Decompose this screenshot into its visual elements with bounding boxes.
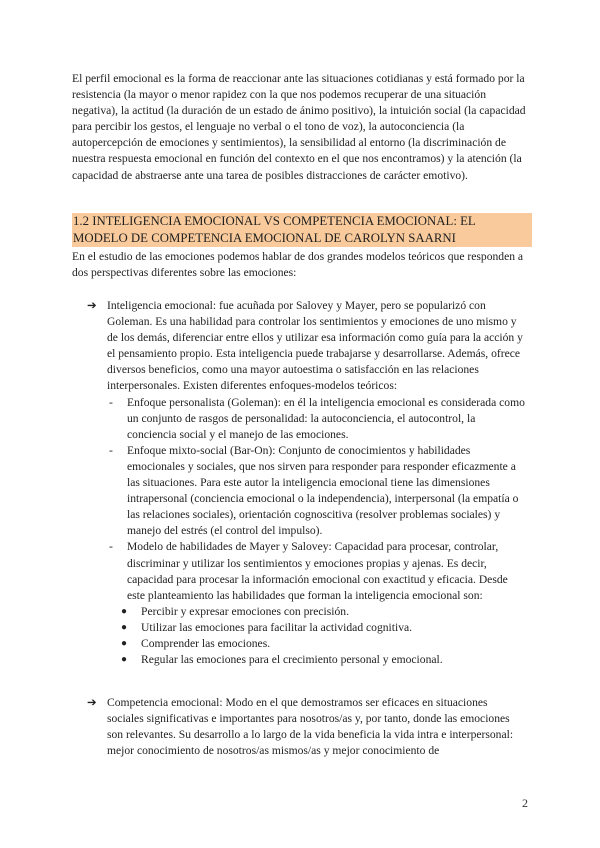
approach-item — [87, 395, 527, 443]
approach-item — [87, 443, 527, 540]
list-item-text: Competencia emocional: Modo en el que demostramos ser eficaces en situaciones sociales significativas e importantes para nosotros/as y, por tanto, donde las emociones son relevantes. Su desarrollo a lo largo de la vida beneficia la vida intra e interpersonal: mejor conocimiento de nosotros/as mismos/as y mejor conocimiento de — [107, 696, 514, 758]
skill-item — [87, 636, 527, 652]
approach-item — [87, 539, 527, 603]
skill-text: Regular las emociones para el crecimiento personal y emocional. — [141, 653, 443, 667]
approach-text: Enfoque mixto-social (Bar-On): Conjunto de conocimientos y habilidades emocionales y sociales, que nos sirven para responder para responder eficazmente a las situaciones. Para este autor la inteligencia emocional tiene las dimensiones intrapersonal (conciencia emocional o la independencia), interpersonal (la empatía o las relaciones sociales), orientación cognoscitiva (resolver problemas sociales) y manejo del estrés (el control del impulso). — [127, 443, 519, 538]
list-item-inteligencia-emocional — [87, 298, 527, 668]
round-bullet-icon: ● — [121, 637, 128, 649]
dash-bullet-icon: - — [109, 395, 113, 409]
approach-text: Enfoque personalista (Goleman): en él la inteligencia emocional es considerada como un conjunto de rasgos de personalidad: la autoconciencia, el autocontrol, la conciencia social y el manejo de las emociones. — [127, 395, 525, 441]
round-bullet-icon: ● — [121, 621, 128, 633]
arrow-list-item — [87, 298, 527, 395]
round-bullet-icon: ● — [121, 654, 128, 666]
skill-text: Utilizar las emociones para facilitar la actividad cognitiva. — [141, 620, 413, 634]
approach-text: Modelo de habilidades de Mayer y Salovey: Capacidad para procesar, controlar, discriminar y utilizar los sentimientos y emociones propias y ajenas. Es decir, capacidad para procesar la información emocional con exactitud y eficacia. Desde este planteamiento las habilidades que forman la inteligencia emocional son: — [127, 540, 508, 602]
arrow-bullet-icon: ➔ — [87, 299, 97, 312]
section-intro-paragraph: En el estudio de las emociones podemos hablar de dos grandes modelos teóricos que responden a dos perspectivas diferentes sobre las emociones: — [72, 250, 524, 280]
section-heading: 1.2 INTELIGENCIA EMOCIONAL VS COMPETENCIA EMOCIONAL: EL MODELO DE COMPETENCIA EMOCIONAL DE CAROLYN SAARNI — [72, 213, 532, 247]
arrow-list-item — [87, 695, 527, 759]
list-item-text: Inteligencia emocional: fue acuñada por Salovey y Mayer, pero se popularizó con Goleman. Es una habilidad para controlar los sentimientos y emociones de uno mismo y de los demás, diferenciar entre ellos y utilizar esa información como guía para la acción y el pensamiento propio. Esta inteligencia puede trabajarse y desarrollarse. Además, ofrece diversos beneficios, como una mayor autoestima o satisfacción en las relaciones interpersonales. Existen diferentes enfoques-modelos teóricos: — [107, 299, 523, 393]
dash-bullet-icon: - — [109, 443, 113, 457]
skill-text: Comprender las emociones. — [141, 636, 271, 650]
arrow-bullet-icon: ➔ — [87, 696, 97, 709]
approaches-list — [87, 395, 527, 604]
skill-item — [87, 620, 527, 636]
skill-item — [87, 604, 527, 620]
round-bullet-icon: ● — [121, 605, 128, 617]
list-item-competencia-emocional — [87, 695, 527, 759]
skills-list — [87, 604, 527, 668]
intro-paragraph: El perfil emocional es la forma de reaccionar ante las situaciones cotidianas y está formado por la resistencia (la mayor o menor rapidez con la que nos podemos recuperar de una situación negativa), la actitud (la duración de un estado de ánimo positivo), la intuición social (la capacidad para percibir los gestos, el lenguaje no verbal o el tono de voz), la autoconciencia (la autopercepción de emociones y sentimientos), la sensibilidad al entorno (la discriminación de nuestra respuesta emocional en función del contexto en el que nos encontramos) y la atención (la capacidad de abstraerse ante una tarea de posibles distracciones de carácter emotivo). — [72, 72, 526, 182]
section-heading-wrap — [72, 213, 532, 247]
skill-text: Percibir y expresar emociones con precisión. — [141, 604, 349, 618]
dash-bullet-icon: - — [109, 540, 113, 554]
page-number: 2 — [522, 796, 528, 810]
skill-item — [87, 652, 527, 668]
